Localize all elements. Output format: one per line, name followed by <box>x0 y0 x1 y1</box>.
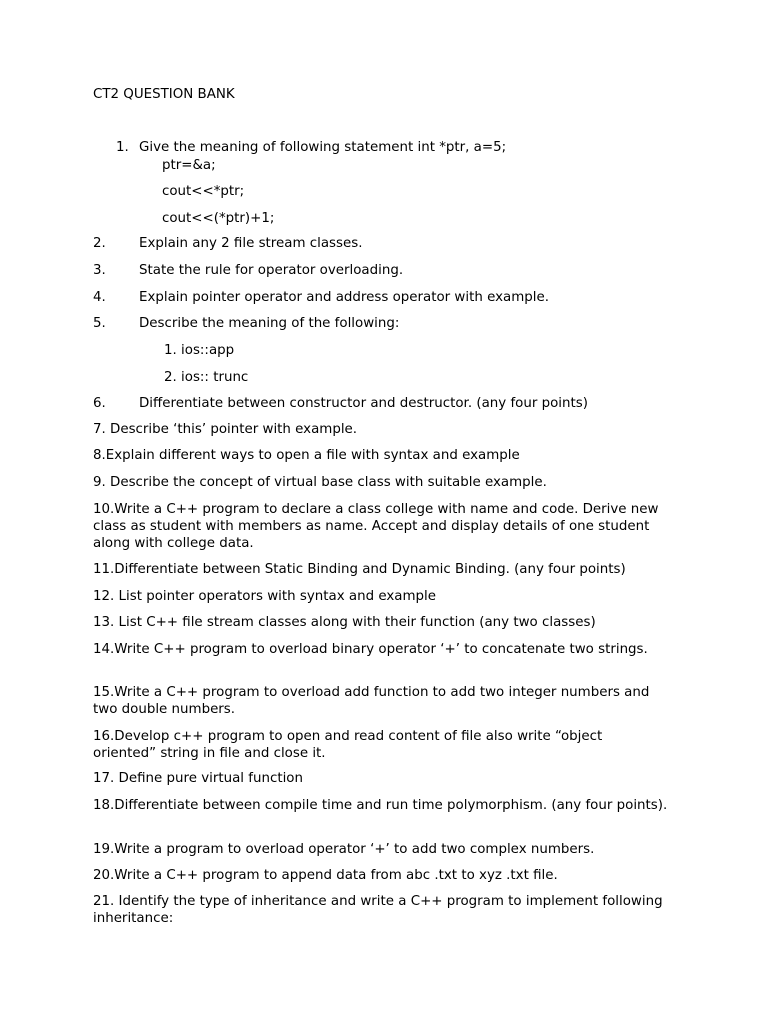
question-item: 9. Describe the concept of virtual base class with suitable example. <box>93 475 547 490</box>
q4-number: 4. <box>93 290 106 305</box>
q3-number: 3. <box>93 263 106 278</box>
question-item: 10.Write a C++ program to declare a class college with name and code. Derive new class as student with members as name. Accept and display details of one student along with college data. <box>93 502 659 551</box>
q1-number: 1. <box>116 140 129 155</box>
question-item: 11.Differentiate between Static Binding and Dynamic Binding. (any four points) <box>93 562 626 577</box>
question-item: 8.Explain different ways to open a file with syntax and example <box>93 448 520 463</box>
question-item: 12. List pointer operators with syntax and example <box>93 589 436 604</box>
question-item: 20.Write a C++ program to append data from abc .txt to xyz .txt file. <box>93 868 558 883</box>
q6-text: Differentiate between constructor and destructor. (any four points) <box>139 396 588 411</box>
q6-number: 6. <box>93 396 106 411</box>
question-item: 14.Write C++ program to overload binary operator ‘+’ to concatenate two strings. <box>93 642 648 657</box>
q4-text: Explain pointer operator and address operator with example. <box>139 290 549 305</box>
q1-code-line: cout<<*ptr; <box>162 184 245 199</box>
q3-text: State the rule for operator overloading. <box>139 263 404 278</box>
q5-number: 5. <box>93 316 106 331</box>
q1-code-line: cout<<(*ptr)+1; <box>162 211 275 226</box>
page-title: CT2 QUESTION BANK <box>93 87 235 102</box>
q1-code-line: ptr=&a; <box>162 158 216 173</box>
question-item: 19.Write a program to overload operator ‘+’ to add two complex numbers. <box>93 842 595 857</box>
q2-number: 2. <box>93 236 106 251</box>
q5-text: Describe the meaning of the following: <box>139 316 400 331</box>
question-item: 18.Differentiate between compile time and run time polymorphism. (any four points). <box>93 798 668 813</box>
q5-sub-item: 1. ios::app <box>164 343 235 358</box>
q2-text: Explain any 2 file stream classes. <box>139 236 363 251</box>
question-item: 15.Write a C++ program to overload add function to add two integer numbers and two double numbers. <box>93 685 650 717</box>
question-item: 7. Describe ‘this’ pointer with example. <box>93 422 358 437</box>
question-item: 21. Identify the type of inheritance and write a C++ program to implement following inheritance: <box>93 894 663 926</box>
question-item: 17. Define pure virtual function <box>93 771 303 786</box>
q1-text: Give the meaning of following statement int *ptr, a=5; <box>139 140 507 155</box>
question-item: 16.Develop c++ program to open and read content of file also write “object oriented” string in file and close it. <box>93 729 603 761</box>
question-item: 13. List C++ file stream classes along with their function (any two classes) <box>93 615 596 630</box>
q5-sub-item: 2. ios:: trunc <box>164 370 249 385</box>
